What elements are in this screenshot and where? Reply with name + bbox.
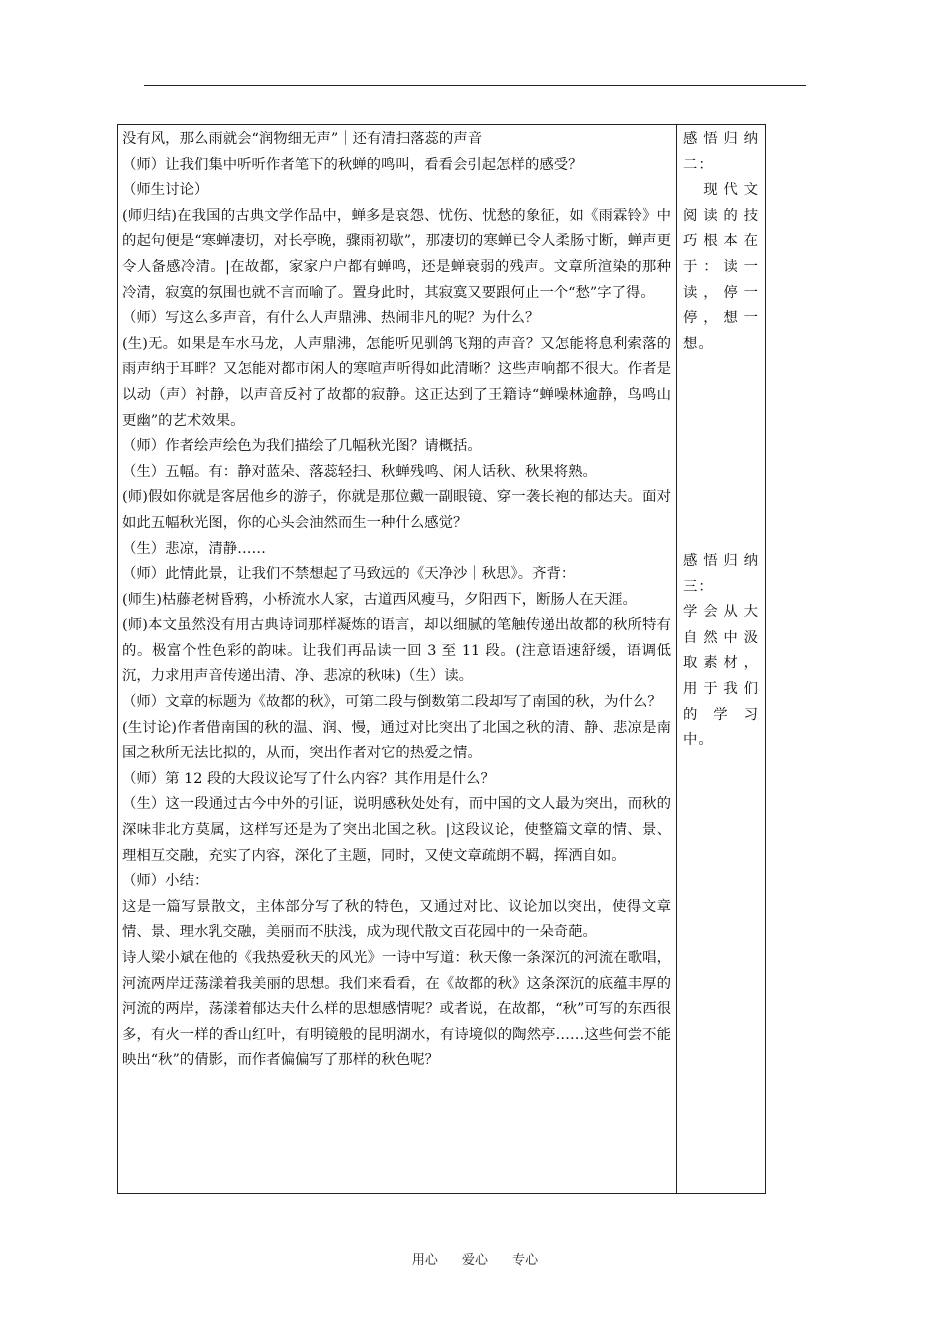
paragraph-7: （师）作者绘声绘色为我们描绘了几幅秋光图？请概括。 xyxy=(122,438,482,455)
side-note-2 xyxy=(683,127,759,357)
lesson-table xyxy=(117,124,766,1194)
paragraph-15: (生讨论)作者借南国的秋的温、润、慢，通过对比突出了北国之秋的清、静、悲凉是南国之秋所无法比拟的，从而，突出作者对它的热爱之情。 xyxy=(122,719,671,762)
paragraph-19: 这是一篇写景散文，主体部分写了秋的特色，又通过对比、议论加以突出，使得文章情、景、理水乳交融，美丽而不肤浅，成为现代散文百花园中的一朵奇葩。 xyxy=(122,898,671,941)
paragraph-20: 诗人梁小斌在他的《我热爱秋天的风光》一诗中写道：秋天像一条深沉的河流在歌唱，河流两岸迂荡漾着我美丽的思想。我们来看看，在《故都的秋》这条深沉的底蕴丰厚的河流的两岸，荡漾着郁达夫什么样的思想感情呢？或者说，在故都，“秋”可写的东西很多，有火一样的香山红叶，有明镜般的昆明湖水，有诗境似的陶然亭……这些何尝不能映出“秋”的倩影，而作者偏偏写了那样的秋色呢？ xyxy=(122,950,671,1069)
footer-middle: 爱心 xyxy=(461,1253,488,1268)
paragraph-17: （生）这一段通过古今中外的引证，说明感秋处处有，而中国的文人最为突出，而秋的深味非北方莫属，这样写还是为了突出北国之秋。|这段议论，使整篇文章的情、景、理相互交融，充实了内容，深化了主题，同时，又使文章疏朗不羁，挥洒自如。 xyxy=(122,796,671,864)
side-note-3-title: 感悟归纳三： xyxy=(683,553,759,595)
paragraph-3: （师生讨论） xyxy=(122,182,209,199)
side-note-3-body: 学会从大自然中汲取素材，用于我们的学习中。 xyxy=(683,604,759,749)
paragraph-12: (师生)枯藤老树昏鸦，小桥流水人家，古道西风瘦马，夕阳西下，断肠人在天涯。 xyxy=(122,591,637,608)
paragraph-2: （师）让我们集中听听作者笔下的秋蝉的鸣叫，看看会引起怎样的感受？ xyxy=(122,156,583,173)
column-divider xyxy=(676,125,677,1193)
page-footer xyxy=(0,1249,950,1268)
paragraph-1: 没有风，那么雨就会“润物细无声”｜还有清扫落蕊的声音 xyxy=(122,131,483,147)
side-note-2-title: 感悟归纳二： xyxy=(683,131,759,173)
footer-right: 专心 xyxy=(512,1253,539,1268)
paragraph-16: （师）第 12 段的大段议论写了什么内容？其作用是什么？ xyxy=(122,770,495,787)
side-note-2-body: 现代文阅读的技巧根本在于：读一读，停一停，想一想。 xyxy=(683,182,759,352)
paragraph-8: （生）五幅。有：静对蓝朵、落蕊轻扫、秋蝉残鸣、闲人话秋、秋果将熟。 xyxy=(122,463,597,480)
main-column xyxy=(122,127,671,1074)
paragraph-6: (生)无。如果是车水马龙，人声鼎沸，怎能听见驯鸽飞翔的声音？又怎能将息利索落的雨声纳于耳畔？又怎能对都市闲人的寒喧声听得如此清晰？这些声响都不很大。作者是以动（声）衬静，以声音反衬了故都的寂静。这正达到了王籍诗“蝉噪林逾静，鸟鸣山更幽”的艺术效果。 xyxy=(122,335,671,429)
paragraph-4: (师归结)在我国的古典文学作品中，蝉多是哀怨、忧伤、忧愁的象征，如《雨霖铃》中的起句便是“寒蝉凄切，对长亭晚，骤雨初歇”，那凄切的寒蝉已令人柔肠寸断，蝉声更令人备感冷清。|在故都，家家户户都有蝉鸣，还是蝉衰弱的残声。文章所渲染的那种冷清，寂寞的氛围也就不言而喻了。置身此时，其寂寞又要跟何止一个“愁”字了得。 xyxy=(122,207,671,301)
paragraph-14: （师）文章的标题为《故都的秋》，可第二段与倒数第二段却写了南国的秋，为什么？ xyxy=(122,694,662,711)
paragraph-13: (师)本文虽然没有用古典诗词那样凝炼的语言，却以细腻的笔触传递出故都的秋所特有的。极富个性色彩的韵味。让我们再品读一回 3 至 11 段。(注意语速舒缓，语调低沉，力求用声音传递出清、净、悲凉的秋味)（生）读。 xyxy=(122,617,671,685)
header-rule xyxy=(144,85,806,86)
paragraph-18: （师）小结： xyxy=(122,873,209,890)
side-note-3 xyxy=(683,549,759,754)
paragraph-5: （师）写这么多声音，有什么人声鼎沸、热闹非凡的呢？为什么？ xyxy=(122,310,540,327)
footer-left: 用心 xyxy=(411,1253,438,1268)
paragraph-11: （师）此情此景，让我们不禁想起了马致远的《天净沙｜秋思》。齐背： xyxy=(122,566,576,583)
paragraph-10: （生）悲凉，清静…… xyxy=(122,540,266,557)
paragraph-9: (师)假如你就是客居他乡的游子，你就是那位戴一副眼镜、穿一袭长袍的郁达夫。面对如此五幅秋光图，你的心头会油然而生一种什么感觉？ xyxy=(122,489,671,531)
